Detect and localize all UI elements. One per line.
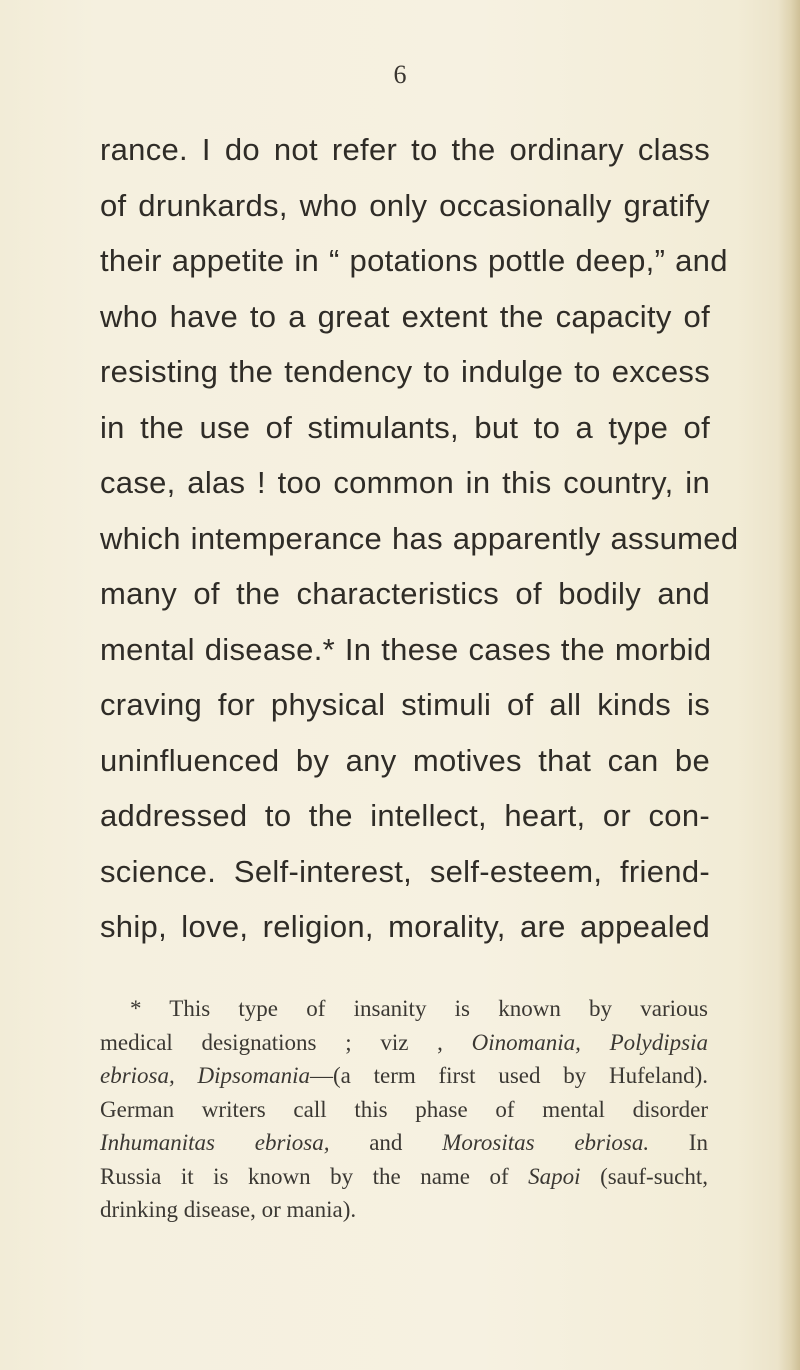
footnote: [100, 992, 708, 1227]
body-line: resisting the tendency to indulge to excess: [100, 354, 710, 389]
footnote-line: [100, 1026, 708, 1060]
footnote-text: Russia it is known by the name of: [100, 1163, 529, 1189]
body-line: who have to a great extent the capacity of: [100, 298, 710, 334]
footnote-text: and: [329, 1130, 443, 1155]
footnote-text: —(a term first used by Hufeland).: [309, 1063, 708, 1088]
footnote-italic-term: Morositas ebriosa.: [442, 1130, 650, 1155]
body-line: craving for physical stimuli of all kinds is: [100, 687, 710, 722]
body-line: in the use of stimulants, but to a type of: [100, 409, 710, 445]
footnote-line: German writers call this phase of mental disorder: [100, 1096, 708, 1122]
page-edge-shadow: [778, 0, 800, 1370]
footnote-line: drinking disease, or mania).: [100, 1197, 357, 1222]
body-line: ship, love, religion, morality, are appealed: [100, 909, 710, 944]
body-line: of drunkards, who only occasionally gratify: [100, 187, 710, 223]
footnote-line: * This type of insanity is known by various: [130, 996, 708, 1021]
footnote-line: [100, 1160, 708, 1194]
footnote-italic-term: Inhumanitas ebriosa,: [100, 1130, 330, 1155]
footnote-italic-term: Sapoi: [528, 1163, 581, 1189]
footnote-text: medical designations ; viz ,: [100, 1029, 472, 1055]
footnote-text: (sauf-sucht,: [580, 1163, 709, 1189]
body-line: uninfluenced by any motives that can be: [100, 742, 710, 778]
body-line: science. Self-interest, self-esteem, friend-: [100, 853, 710, 889]
body-line: which intemperance has apparently assumed: [100, 520, 739, 556]
footnote-text: In: [649, 1130, 708, 1155]
footnote-italic-term: ebriosa, Dipsomania: [100, 1063, 310, 1088]
page-number: 6: [393, 60, 407, 89]
body-line: rance. I do not refer to the ordinary class: [100, 132, 710, 167]
footnote-italic-term: Oinomania, Polydipsia: [471, 1029, 708, 1055]
body-line: many of the characteristics of bodily and: [100, 576, 710, 611]
body-text: [100, 122, 739, 955]
body-line: addressed to the intellect, heart, or con-: [100, 798, 710, 833]
body-line: mental disease.* In these cases the morbid: [100, 631, 712, 667]
footnote-line: [100, 1059, 708, 1093]
body-line: case, alas ! too common in this country, in: [100, 465, 710, 500]
body-line: their appetite in “ potations pottle deep,” and: [100, 243, 728, 278]
footnote-line: [100, 1126, 708, 1160]
